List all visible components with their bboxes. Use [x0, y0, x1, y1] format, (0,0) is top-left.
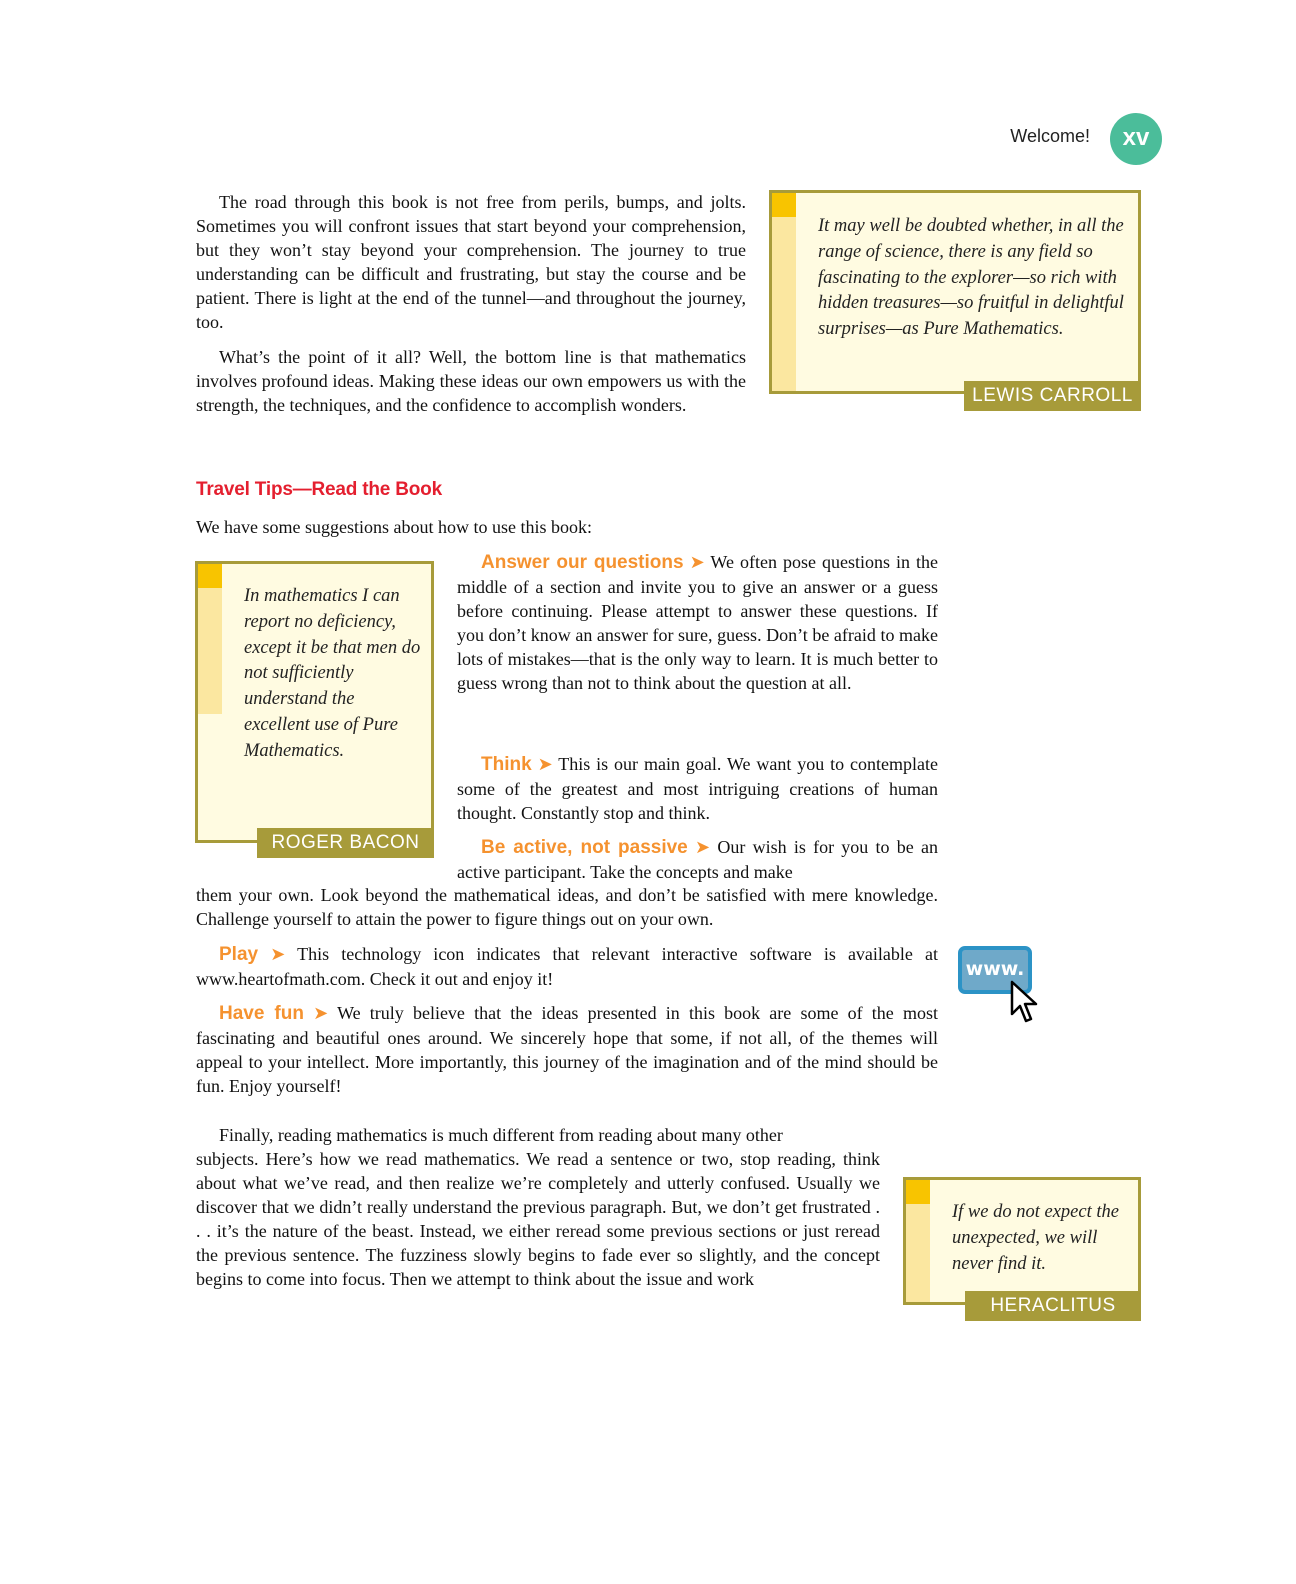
quote-attribution-bacon: ROGER BACON — [257, 828, 434, 858]
quote-accent-square — [906, 1180, 930, 1204]
travel-tips-intro: We have some suggestions about how to use this book: — [196, 517, 593, 537]
section-heading-travel-tips: Travel Tips—Read the Book — [196, 479, 442, 500]
tip-play — [196, 942, 938, 991]
arrow-icon: ➤ — [270, 944, 286, 964]
quote-accent-strip — [772, 193, 796, 391]
tip-lead-think: Think — [481, 754, 532, 775]
quote-attribution-heraclitus: HERACLITUS — [965, 1291, 1141, 1321]
tip-body-active: Our wish is for you to be an active participant. Take the concepts and make — [457, 837, 939, 882]
tip-body-think: This is our main goal. We want you to contemplate some of the greatest and most intriguing creations of human thought. Constantly stop and think. — [457, 754, 938, 823]
tip-answer-questions — [457, 550, 938, 695]
tip-body-fun: We truly believe that the ideas presented in this book are some of the most fascinating and beautiful ones around. We sincerely hope that some, if not all, of the themes will appeal to your intellect. More importantly, this journey of the imagination and of the mind should be fun. Enjoy yourself! — [196, 1003, 938, 1096]
tip-lead-fun: Have fun — [219, 1003, 304, 1024]
finally-paragraph: subjects. Here’s how we read mathematics. We read a sentence or two, stop reading, think about what we’ve read, and then realize we’re completely and utterly confused. Usually we discover that we didn’t really understand the previous paragraph. But, we don’t get frustrated . . . it’s the nature of the beast. Instead, we either reread some previous sections or just reread the previous sentence. The fuzziness slowly begins to fade ever so slightly, and the concept begins to come into focus. Then we attempt to think about the issue and work — [196, 1149, 880, 1289]
tip-be-active — [457, 835, 938, 884]
intro-paragraph-1: The road through this book is not free from perils, bumps, and jolts. Sometimes you will confront issues that start beyond your comprehension, but they won’t stay beyond your comprehension. The journey to true understanding can be difficult and frustrating, but stay the course and be patient. There is light at the end of the tunnel—and throughout the journey, too. — [196, 192, 746, 332]
quote-box-heraclitus — [903, 1177, 1141, 1305]
quote-accent-square — [198, 564, 222, 588]
quote-box-carroll — [769, 190, 1141, 394]
tip-have-fun — [196, 1001, 938, 1098]
quote-accent-square — [772, 193, 796, 217]
quote-text-bacon: In mathematics I can report no deficiency, except it be that men do not sufficiently understand the excellent use of Pure Mathematics. — [244, 586, 421, 761]
cursor-arrow-icon — [1010, 980, 1040, 1026]
quote-text-carroll: It may well be doubted whether, in all the range of science, there is any field so fascinating to the explorer—so rich with hidden treasures—so fruitful in delightful surprises—as Pure Mathematics. — [818, 216, 1124, 340]
tip-lead-active: Be active, not passive — [481, 837, 688, 858]
tip-body-answer: We often pose questions in the middle of a section and invite you to give an answer or a guess before continuing. Please attempt to answer these questions. If you don’t know an answer for sure, guess. Don’t be afraid to make lots of mistakes—that is the only way to learn. It is much better to guess wrong than not to think about the question at all. — [457, 552, 939, 693]
arrow-icon: ➤ — [695, 837, 711, 857]
intro-paragraph-2: What’s the point of it all? Well, the bottom line is that mathematics involves profound ideas. Making these ideas our own empowers us with the strength, the techniques, and the confidence to accomplish wonders. — [196, 347, 746, 415]
tip-lead-answer: Answer our questions — [481, 552, 684, 573]
arrow-icon: ➤ — [537, 754, 553, 774]
running-head: Welcome! — [1010, 126, 1090, 146]
tip-lead-play: Play — [219, 944, 259, 965]
quote-text-heraclitus: If we do not expect the unexpected, we will never find it. — [952, 1202, 1119, 1274]
tip-think — [457, 752, 938, 825]
www-technology-icon[interactable]: www. — [958, 946, 1032, 994]
tip-body-play: This technology icon indicates that relevant interactive software is available at www.heartofmath.com. Check it out and enjoy it! — [196, 944, 939, 989]
quote-attribution-carroll: LEWIS CARROLL — [964, 381, 1141, 411]
arrow-icon: ➤ — [689, 552, 705, 572]
finally-paragraph-first-line: Finally, reading mathematics is much different from reading about many other — [219, 1125, 783, 1145]
arrow-icon: ➤ — [313, 1003, 329, 1023]
tip-be-active-continued: them your own. Look beyond the mathematical ideas, and don’t be satisfied with mere knowledge. Challenge yourself to attain the power to figure things out on your own. — [196, 885, 938, 929]
page-number-badge: xv — [1110, 113, 1162, 165]
quote-box-bacon — [195, 561, 434, 843]
